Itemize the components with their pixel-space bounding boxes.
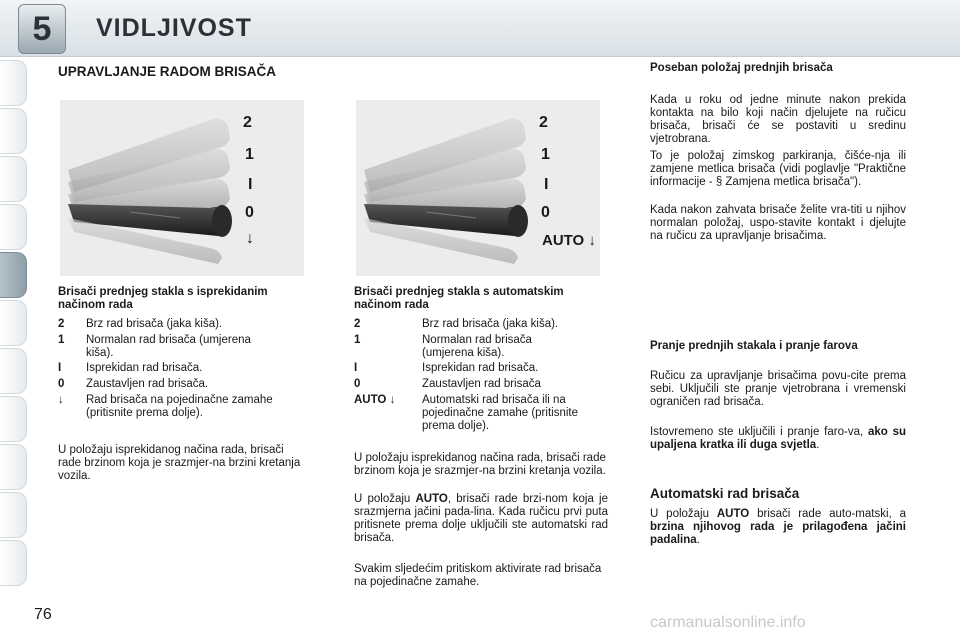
item-key: 1 [58,334,65,346]
item-key: 2 [58,318,65,330]
item-text: Rad brisača na pojedinačne zamahe (pritisnite prema dolje). [86,394,273,419]
watermark: carmanualsonline.info [650,614,806,631]
col2-item [354,318,608,331]
auto-bold: AUTO [415,493,448,505]
col2-item [354,394,608,433]
chapter-number-badge [18,4,66,54]
col3-paragraph-5 [650,426,906,452]
item-key: ↓ [58,394,64,406]
text: . [696,534,700,546]
col3-subtitle-3: Automatski rad brisača [650,486,800,501]
item-text: Isprekidan rad brisača. [422,362,539,374]
col2-item [354,378,608,391]
col1-item [58,318,308,331]
col1-item [58,362,308,375]
text: U položaju [650,508,717,520]
chapter-tabs [0,60,30,580]
item-key: 2 [354,318,361,330]
item-text: Brz rad brisača (jaka kiša). [86,318,223,330]
item-text: Zaustavljen rad brisača [422,378,541,390]
item-text: Brz rad brisača (jaka kiša). [422,318,559,330]
label-left-1: 1 [245,146,254,163]
label-left-i: I [248,176,253,193]
section-heading: UPRAVLJANJE RADOM BRISAČA [58,64,277,79]
wiper-stalk-image-intermittent [60,100,304,276]
label-right-i: I [544,176,549,193]
item-text: Isprekidan rad brisača. [86,362,203,374]
item-key: I [58,362,62,374]
col3-subtitle-1: Poseban položaj prednjih brisača [650,62,833,74]
label-left-down: ↓ [246,230,254,247]
text: U položaju [354,493,416,505]
chapter-tab[interactable] [0,348,27,394]
col2-item [354,334,608,360]
chapter-tab[interactable] [0,396,27,442]
chapter-tab[interactable] [0,204,27,250]
page-number: 76 [34,606,52,623]
col2-paragraph-2 [354,493,608,545]
label-right-1: 1 [541,146,550,163]
col3-subtitle-2: Pranje prednjih stakala i pranje farova [650,340,858,352]
text-bold: brzina njihovog rada je prilagođena jačini padalina [650,521,906,546]
text: brisači rade auto-matski, a [749,508,906,520]
chapter-tab[interactable] [0,108,27,154]
chapter-tab[interactable] [0,300,27,346]
page-title: VIDLJIVOST [96,14,252,42]
text: , brisači rade brzi-nom koja je srazmjerna jačini pada-lina. Kada ručicu prvi puta pritisnete prema dolje uključili ste automatski rad brisača. [354,493,608,544]
text: . [816,439,820,451]
col1-item [58,394,308,420]
wiper-stalk-illustration [356,100,600,276]
auto-bold: AUTO [716,508,750,520]
text: Istovremeno ste uključili i pranje faro-va, [650,426,868,438]
label-right-0: 0 [541,204,550,221]
item-text: Normalan rad brisača (umjerena kiša). [86,334,251,359]
col1-item [58,334,308,360]
chapter-number: 5 [32,9,52,48]
col3-paragraph-4: Ručicu za upravljanje brisačima povu-cite prema sebi. Uključili ste pranje vjetrobrana i vremenski ograničen rad brisača. [650,370,906,408]
item-text: Zaustavljen rad brisača. [86,378,209,390]
item-text: Normalan rad brisača (umjerena kiša). [422,334,532,359]
item-text: Automatski rad brisača ili na pojedinačne zamahe (pritisnite prema dolje). [422,394,578,432]
col2-paragraph-3: Svakim sljedećim pritiskom aktivirate rad brisača na pojedinačne zamahe. [354,563,602,588]
label-right-2: 2 [539,114,548,131]
item-key: I [354,362,358,374]
chapter-tab[interactable] [0,444,27,490]
chapter-tab[interactable] [0,492,27,538]
col2-item [354,362,608,375]
col3-paragraph-1: Kada u roku od jedne minute nakon prekida kontakta na bilo koji način djelujete na ručicu brisača, brisači će se postaviti u sredinu vjetrobrana. [650,94,906,145]
col3-paragraph-2: To je položaj zimskog parkiranja, čišće-nja ili zamjene metlica brisača (vidi poglavlje "Praktične informacije - § Zamjena metlica brisača"). [650,150,906,188]
col1-paragraph: U položaju isprekidanog načina rada, brisači rade brzinom koja je srazmjer-na brzini kretanja vozila. [58,444,301,482]
col2-subtitle: Brisači prednjeg stakla s automatskim načinom rada [354,286,564,311]
col1-subtitle: Brisači prednjeg stakla s isprekidanim načinom rada [58,286,268,311]
col3-paragraph-6 [650,508,906,547]
col3-paragraph-3: Kada nakon zahvata brisače želite vra-titi u njihov normalan položaj, uspo-stavite kontakt i djelujte na ručicu za upravljanje brisačima. [650,204,906,242]
item-key: 0 [354,378,361,390]
wiper-stalk-image-automatic [356,100,600,276]
chapter-tab[interactable] [0,540,27,586]
label-left-0: 0 [245,204,254,221]
chapter-tab-active[interactable] [0,252,27,298]
item-key: AUTO ↓ [354,394,396,406]
chapter-tab[interactable] [0,60,27,106]
label-left-2: 2 [243,114,252,131]
label-right-auto: AUTO ↓ [542,232,596,249]
item-key: 1 [354,334,361,346]
wiper-stalk-illustration [60,100,304,276]
item-key: 0 [58,378,65,390]
col2-paragraph-1: U položaju isprekidanog načina rada, brisači rade brzinom koja je srazmjer-na brzini kretanja vozila. [354,452,606,477]
chapter-tab[interactable] [0,156,27,202]
col1-item [58,378,308,391]
text-bold: ako su upaljena kratka ili duga svjetla [650,426,906,451]
